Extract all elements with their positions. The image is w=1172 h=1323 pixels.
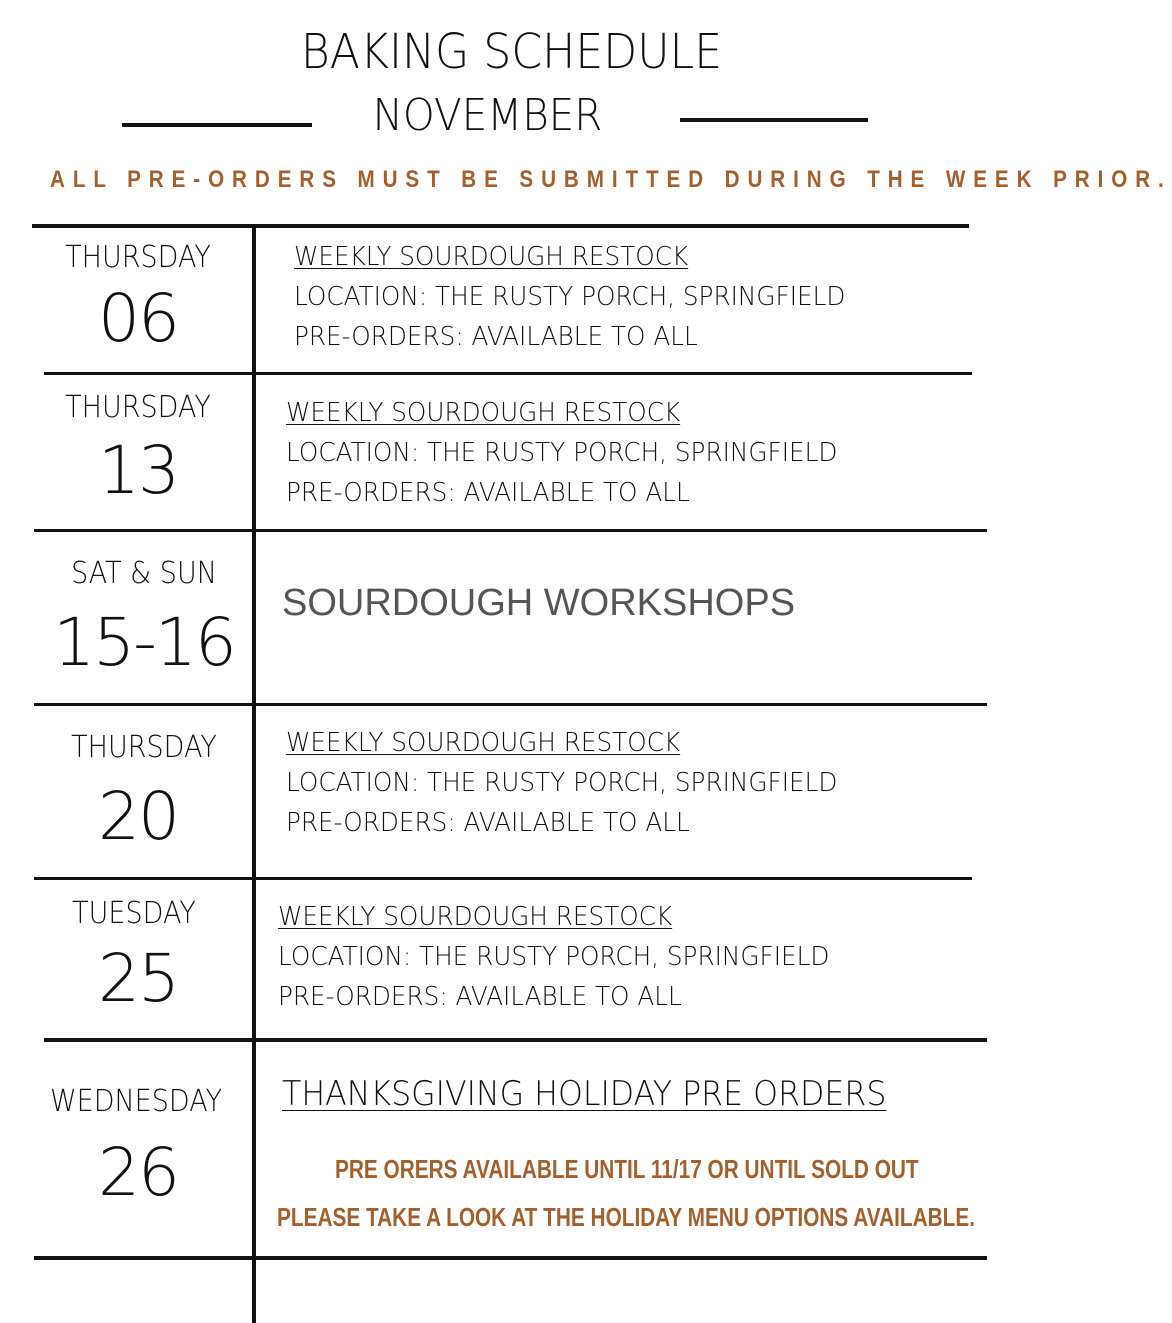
event-location: LOCATION: THE RUSTY PORCH, SPRINGFIELD	[286, 438, 838, 468]
row-day: THURSDAY	[65, 240, 211, 275]
row-date: 20	[98, 778, 178, 855]
workshop-title: SOURDOUGH WORKSHOPS	[282, 582, 796, 624]
row-date: 26	[98, 1134, 178, 1211]
row-date: 25	[98, 940, 178, 1017]
row-divider	[34, 529, 987, 532]
event-location: LOCATION: THE RUSTY PORCH, SPRINGFIELD	[294, 282, 846, 312]
event-title: WEEKLY SOURDOUGH RESTOCK	[278, 902, 673, 932]
row-date: 15-16	[53, 604, 235, 681]
page-subtitle: NOVEMBER	[372, 90, 603, 141]
row-day: TUESDAY	[72, 896, 196, 931]
row-day: THURSDAY	[65, 390, 211, 425]
event-preorders: PRE-ORDERS: AVAILABLE TO ALL	[286, 808, 690, 838]
event-title: WEEKLY SOURDOUGH RESTOCK	[294, 242, 689, 272]
row-day: SAT & SUN	[71, 556, 217, 591]
row-divider	[34, 703, 987, 706]
preorder-notice: ALL PRE-ORDERS MUST BE SUBMITTED DURING THE WEEK PRIOR.	[50, 166, 1172, 193]
row-divider	[44, 372, 972, 375]
event-title: WEEKLY SOURDOUGH RESTOCK	[286, 728, 681, 758]
table-vertical-divider	[252, 226, 256, 1323]
page-title: BAKING SCHEDULE	[300, 24, 723, 80]
event-preorders: PRE-ORDERS: AVAILABLE TO ALL	[278, 982, 682, 1012]
table-top-rule	[32, 224, 969, 228]
event-title: WEEKLY SOURDOUGH RESTOCK	[286, 398, 681, 428]
row-day: WEDNESDAY	[49, 1084, 223, 1119]
title-rule-right	[680, 118, 868, 122]
event-preorders: PRE-ORDERS: AVAILABLE TO ALL	[294, 322, 698, 352]
row-divider	[34, 1256, 987, 1260]
row-date: 06	[98, 280, 178, 357]
holiday-menu-note: PLEASE TAKE A LOOK AT THE HOLIDAY MENU OPTIONS AVAILABLE.	[277, 1202, 975, 1232]
event-location: LOCATION: THE RUSTY PORCH, SPRINGFIELD	[286, 768, 838, 798]
row-date: 13	[98, 432, 178, 509]
row-divider	[34, 877, 972, 880]
thanksgiving-title: THANKSGIVING HOLIDAY PRE ORDERS	[282, 1074, 887, 1114]
event-preorders: PRE-ORDERS: AVAILABLE TO ALL	[286, 478, 690, 508]
row-divider	[44, 1038, 987, 1042]
preorder-deadline-note: PRE ORERS AVAILABLE UNTIL 11/17 OR UNTIL SOLD OUT	[335, 1154, 919, 1184]
row-day: THURSDAY	[71, 730, 217, 765]
event-location: LOCATION: THE RUSTY PORCH, SPRINGFIELD	[278, 942, 830, 972]
